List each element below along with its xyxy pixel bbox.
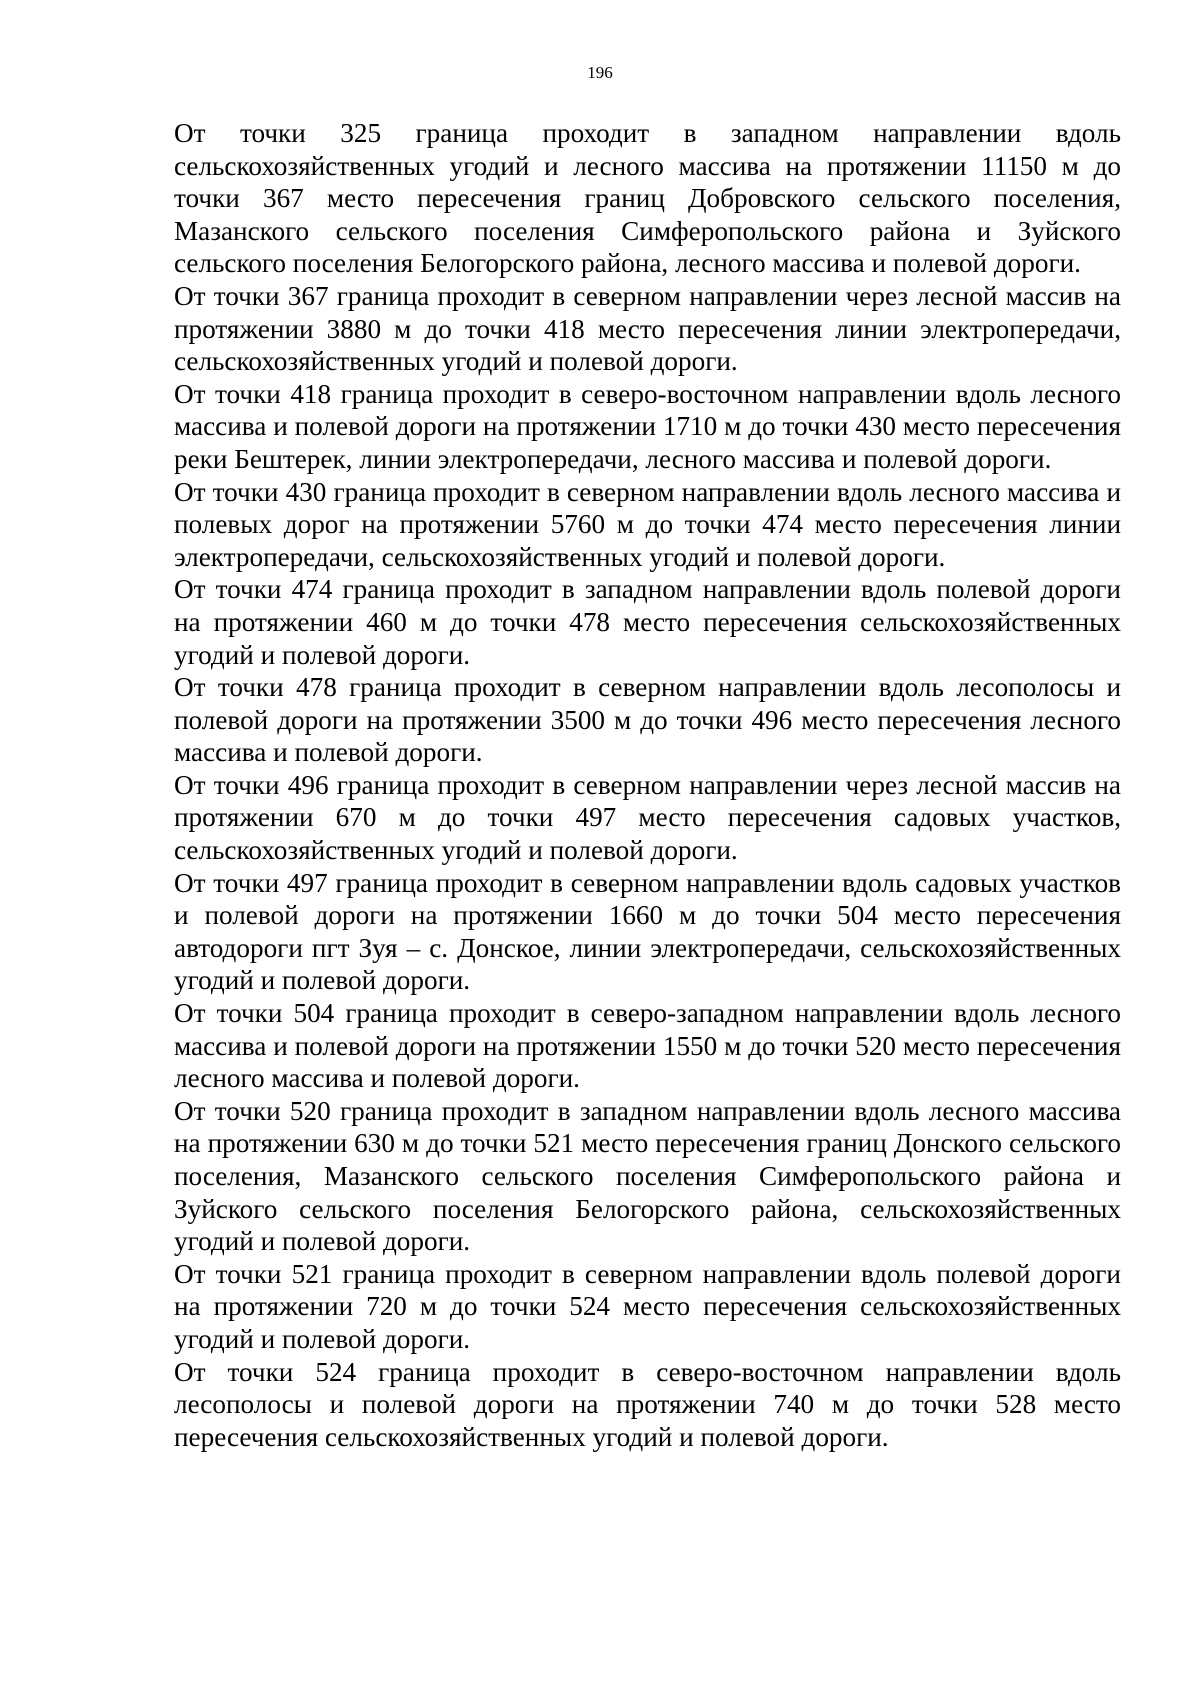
- paragraph: От точки 418 граница проходит в северо-восточном направлении вдоль лесного массива и полевой дороги на протяжении 1710 м до точки 430 место пересечения реки Бештерек, линии электропередачи, лесного массива и полевой дороги.: [174, 378, 1121, 474]
- paragraph: От точки 497 граница проходит в северном направлении вдоль садовых участков и полевой дороги на протяжении 1660 м до точки 504 место пересечения автодороги пгт Зуя – с. Донское, линии электропередачи, сельскохозяйственных угодий и полевой дороги.: [174, 867, 1121, 996]
- paragraph: От точки 504 граница проходит в северо-западном направлении вдоль лесного массива и полевой дороги на протяжении 1550 м до точки 520 место пересечения лесного массива и полевой дороги.: [174, 998, 1121, 1094]
- paragraph: От точки 478 граница проходит в северном направлении вдоль лесополосы и полевой дороги на протяжении 3500 м до точки 496 место пересечения лесного массива и полевой дороги.: [174, 672, 1121, 768]
- paragraph: От точки 496 граница проходит в северном направлении через лесной массив на протяжении 670 м до точки 497 место пересечения садовых участков, сельскохозяйственных угодий и полевой дороги.: [174, 769, 1121, 866]
- document-body: [174, 117, 1121, 1453]
- paragraph: От точки 524 граница проходит в северо-восточном направлении вдоль лесополосы и полевой дороги на протяжении 740 м до точки 528 место пересечения сельскохозяйственных угодий и полевой дороги.: [174, 1356, 1121, 1452]
- paragraph: От точки 430 граница проходит в северном направлении вдоль лесного массива и полевых дорог на протяжении 5760 м до точки 474 место пересечения линии электропередачи, сельскохозяйственных угодий и полевой дороги.: [174, 476, 1121, 572]
- paragraph: От точки 520 граница проходит в западном направлении вдоль лесного массива на протяжении 630 м до точки 521 место пересечения границ Донского сельского поселения, Мазанского сельского поселения Симферопольского района и Зуйского сельского поселения Белогорского района, сельскохозяйственных угодий и полевой дороги.: [174, 1095, 1121, 1257]
- paragraph: От точки 325 граница проходит в западном направлении вдоль сельскохозяйственных угодий и лесного массива на протяжении 11150 м до точки 367 место пересечения границ Добровского сельского поселения, Мазанского сельского поселения Симферопольского района и Зуйского сельского поселения Белогорского района, лесного массива и полевой дороги.: [174, 118, 1121, 279]
- paragraph: От точки 521 граница проходит в северном направлении вдоль полевой дороги на протяжении 720 м до точки 524 место пересечения сельскохозяйственных угодий и полевой дороги.: [174, 1258, 1121, 1354]
- page-number: 196: [587, 63, 613, 82]
- paragraph: От точки 474 граница проходит в западном направлении вдоль полевой дороги на протяжении 460 м до точки 478 место пересечения сельскохозяйственных угодий и полевой дороги.: [174, 574, 1121, 670]
- paragraph: От точки 367 граница проходит в северном направлении через лесной массив на протяжении 3880 м до точки 418 место пересечения линии электропередачи, сельскохозяйственных угодий и полевой дороги.: [174, 280, 1121, 377]
